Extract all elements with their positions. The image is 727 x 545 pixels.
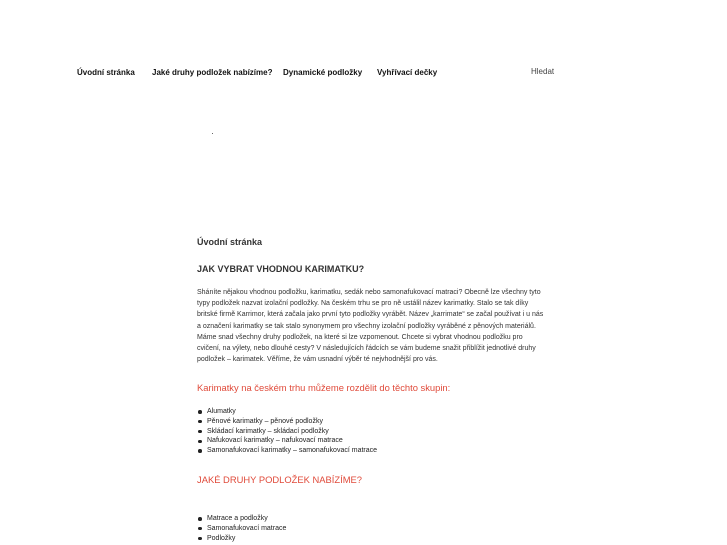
list-item: Matrace a podložky [197, 514, 286, 524]
groups-list [197, 407, 377, 456]
list-item: Nafukovací karimatky – nafukovací matrace [197, 436, 377, 446]
top-navigation [0, 0, 727, 90]
list-item: Samonafukovací karimatky – samonafukovací matrace [197, 446, 377, 456]
decorative-dot [212, 133, 213, 134]
list-item: Alumatky [197, 407, 377, 417]
nav-item-heated-blankets[interactable]: Vyhřívací dečky [377, 68, 438, 77]
intro-paragraph: Sháníte nějakou vhodnou podložku, karimatku, sedák nebo samonafukovací matraci? Obecně lze všechny tyto typy podložek nazvat izolační podložky. Na českém trhu se pro ně ustálil název karimatky. Stalo se tak díky britské firmě Karrimor, která začala jako první tyto podložky vyrábět. Název „karrimate“ se začal používat i u nás a označení karimatky se tak stalo synonymem pro všechny izolační podložky vyráběné z pěnových materiálů. Máme snad všechny druhy podložek, na které si lze vzpomenout. Chcete si vybrat vhodnou podložku pro cvičení, na výlety, nebo dlouhé cesty? V následujících řádcích se vám budeme snažit přiblížit jednotlivé druhy podložek – karimatek. Věříme, že vám usnadní výběr té nejvhodnější pro vás. [197, 289, 544, 364]
nav-item-home[interactable]: Úvodní stránka [77, 68, 135, 77]
list-item: Pěnové karimatky – pěnové podložky [197, 417, 377, 427]
groups-heading: Karimatky na českém trhu můžeme rozdělit do těchto skupin: [197, 382, 451, 393]
types-list [197, 514, 286, 543]
page-title: Úvodní stránka [197, 237, 263, 247]
search-input[interactable]: Hledat [531, 67, 555, 76]
section-heading: JAK VYBRAT VHODNOU KARIMATKU? [197, 264, 365, 274]
nav-item-mat-types[interactable]: Jaké druhy podložek nabízíme? [152, 68, 273, 77]
nav-item-dynamic-mats[interactable]: Dynamické podložky [283, 68, 363, 77]
list-item: Samonafukovací matrace [197, 524, 286, 534]
types-heading: JAKÉ DRUHY PODLOŽEK NABÍZÍME? [197, 474, 362, 485]
list-item: Skládací karimatky – skládací podložky [197, 427, 377, 437]
list-item: Podložky [197, 534, 286, 544]
